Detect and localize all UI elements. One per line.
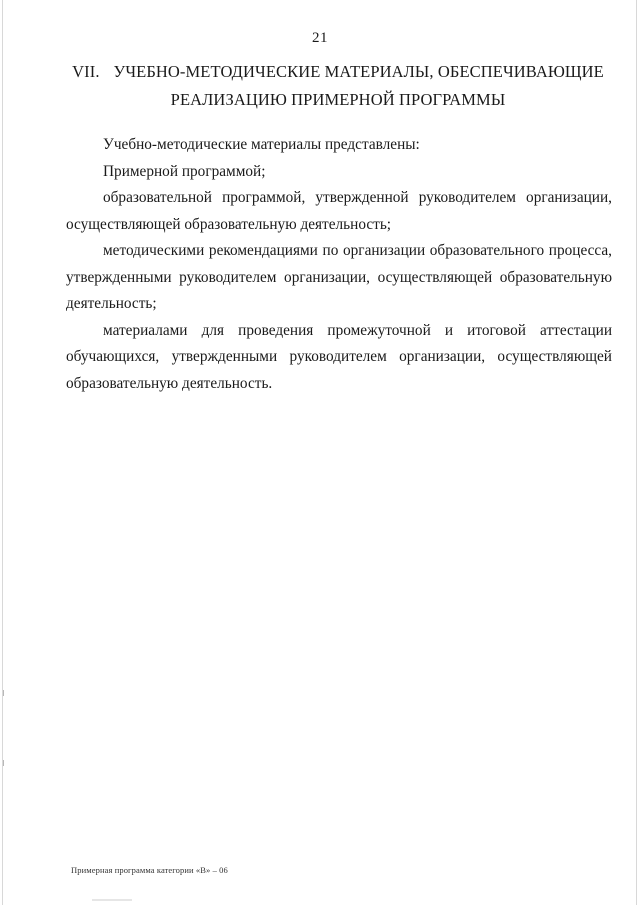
paragraph-item: методическими рекомендациями по организации образовательного процесса, утвержденными руководителем организации, осуществляющей образовательную деятельность; [66, 242, 612, 312]
page-footer: Примерная программа категории «В» – 06 [71, 865, 228, 875]
scan-left-edge [2, 0, 3, 905]
section-number: VII. [72, 62, 100, 81]
scan-edge-mark [3, 690, 4, 696]
section-title-part-2: РЕАЛИЗАЦИЮ ПРИМЕРНОЙ ПРОГРАММЫ [170, 90, 506, 109]
paragraph-item: образовательной программой, утвержденной руководителем организации, осуществляющей образовательную деятельность; [66, 189, 612, 233]
paragraph-item: материалами для проведения промежуточной и итоговой аттестации обучающихся, утвержденными руководителем организации, осуществляющей образовательную деятельность. [66, 321, 612, 392]
scan-edge-mark [3, 760, 4, 766]
body-text [66, 132, 612, 397]
scan-artifact [92, 899, 132, 901]
section-heading [68, 58, 608, 114]
paragraph-item: Примерной программой; [103, 162, 266, 180]
section-heading-line-1 [68, 58, 608, 86]
page-number: 21 [312, 30, 328, 46]
section-title-part-1: УЧЕБНО-МЕТОДИЧЕСКИЕ МАТЕРИАЛЫ, ОБЕСПЕЧИВАЮЩИЕ [113, 62, 604, 81]
paragraph-intro: Учебно-методические материалы представлены: [103, 136, 420, 153]
scan-right-edge [636, 0, 637, 905]
